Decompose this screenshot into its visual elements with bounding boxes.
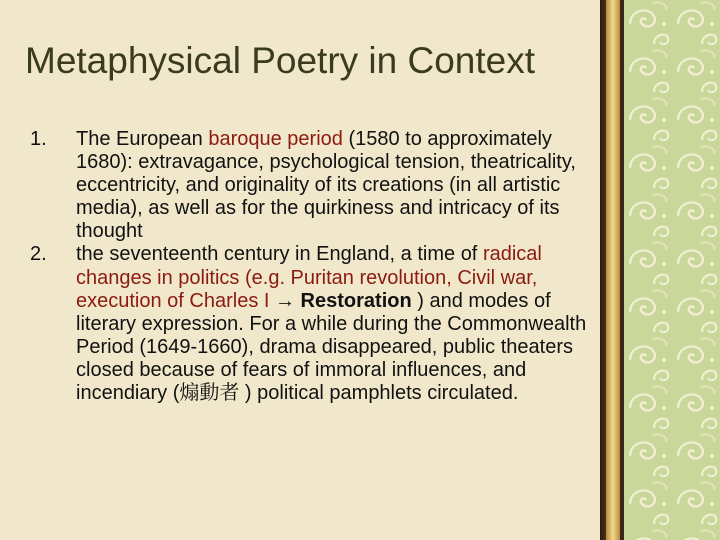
highlight-text: baroque period xyxy=(208,128,343,150)
item-text: the seventeenth century in England, a time of xyxy=(76,243,483,266)
item-text: (1580 to approximately 1680): extravagance, psychological tension, theatricality, eccentricity, and originality of its creations (in all artistic media), as well as for the quirkiness and intricacy of its thought xyxy=(76,128,576,243)
swirl-pattern xyxy=(624,0,720,540)
arrow-right-icon: → xyxy=(275,289,295,312)
slide-title: Metaphysical Poetry in Context xyxy=(25,40,536,81)
list-item xyxy=(30,243,605,405)
content-list xyxy=(30,128,605,405)
emphasis-text: Restoration xyxy=(295,289,412,312)
list-number: 1. xyxy=(30,128,47,150)
decorative-side-panel xyxy=(624,0,720,540)
highlight-text: radical changes in politics (e.g. Puritan revolution, Civil war, execution of Charles I xyxy=(76,243,542,312)
item-text: ) and modes of literary expression. For a while during the Commonwealth Period (1649-1660), drama disappeared, public theaters closed because of fears of immoral influences, and incendiary (煽動者 ) political pamphlets circulated. xyxy=(76,289,587,405)
item-text: The European xyxy=(76,128,209,150)
list-item xyxy=(30,128,605,243)
list-number: 2. xyxy=(30,243,47,266)
frame-border-gold xyxy=(606,0,620,540)
